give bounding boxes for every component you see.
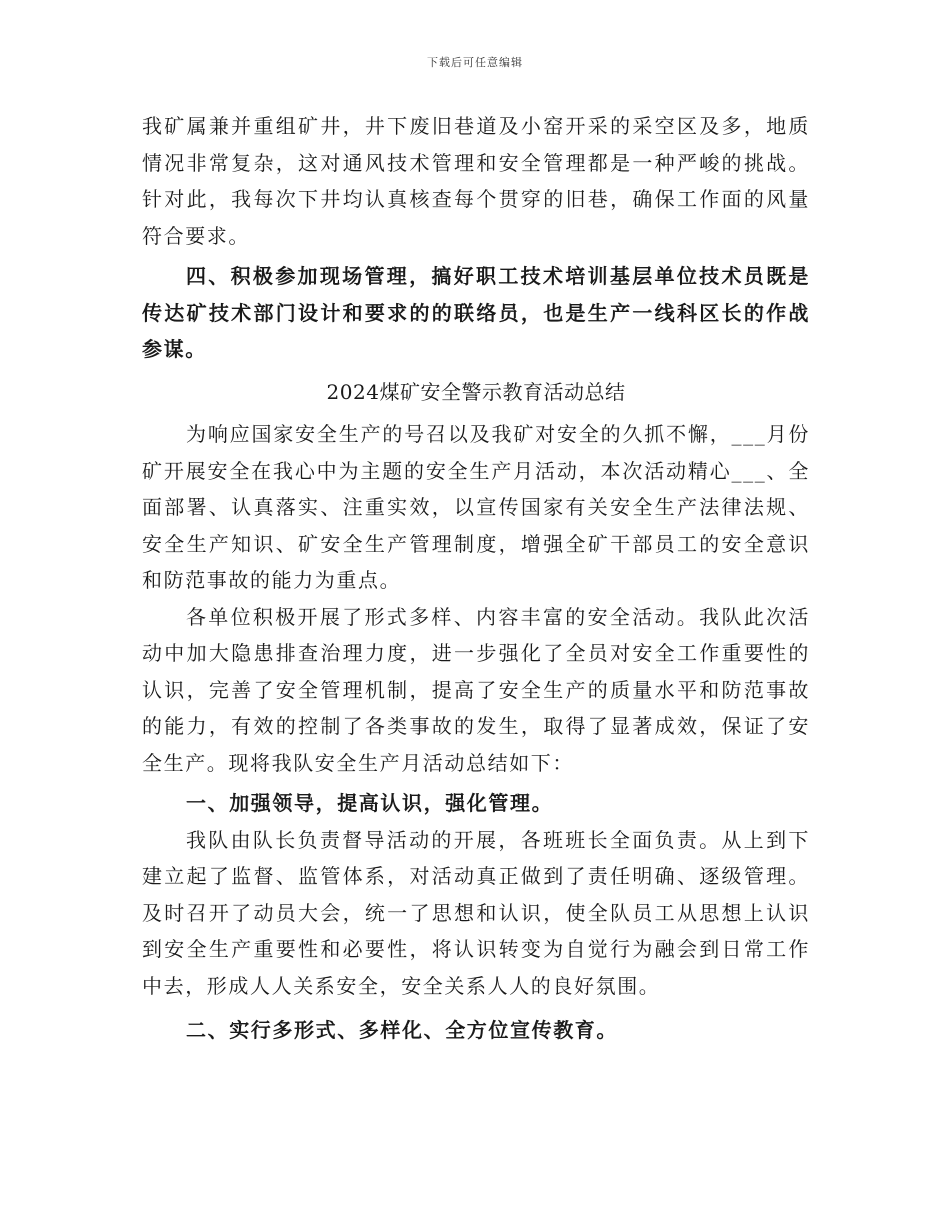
- section-heading-site-management: 四、积极参加现场管理，搞好职工技术培训基层单位技术员既是传达矿技术部门设计和要求的的联络员，也是生产一线科区长的作战参谋。: [142, 264, 810, 361]
- paragraph-intro: 为响应国家安全生产的号召以及我矿对安全的久抓不懈，___月份矿开展安全在我心中为主题的安全生产月活动，本次活动精心___、全面部署、认真落实、注重实效，以宣传国家有关安全生产法律法规、安全生产知识、矿安全生产管理制度，增强全矿干部员工的安全意识和防范事故的能力为重点。: [142, 422, 810, 592]
- document-body: [142, 108, 810, 1049]
- page-header: 下载后可任意编辑: [427, 56, 523, 69]
- document-title: 2024煤矿安全警示教育活动总结: [326, 379, 626, 404]
- paragraph-ventilation: 我矿属兼并重组矿井，井下废旧巷道及小窑开采的采空区及多，地质情况非常复杂，这对通风技术管理和安全管理都是一种严峻的挑战。针对此，我每次下井均认真核查每个贯穿的旧巷，确保工作面的风量符合要求。: [142, 114, 810, 248]
- paragraph-leadership: 我队由队长负责督导活动的开展，各班班长全面负责。从上到下建立起了监督、监管体系，对活动真正做到了责任明确、逐级管理。及时召开了动员大会，统一了思想和认识，使全队员工从思想上认识到安全生产重要性和必要性，将认识转变为自觉行为融会到日常工作中去，形成人人关系安全，安全关系人人的良好氛围。: [142, 827, 810, 998]
- section-heading-leadership: 一、加强领导，提高认识，强化管理。: [186, 791, 554, 815]
- paragraph-activities: 各单位积极开展了形式多样、内容丰富的安全活动。我队此次活动中加大隐患排查治理力度，进一步强化了全员对安全工作重要性的认识，完善了安全管理机制，提高了安全生产的质量水平和防范事故的能力，有效的控制了各类事故的发生，取得了显著成效，保证了安全生产。现将我队安全生产月活动总结如下：: [142, 604, 810, 775]
- section-heading-publicity: 二、实行多形式、多样化、全方位宣传教育。: [186, 1018, 618, 1042]
